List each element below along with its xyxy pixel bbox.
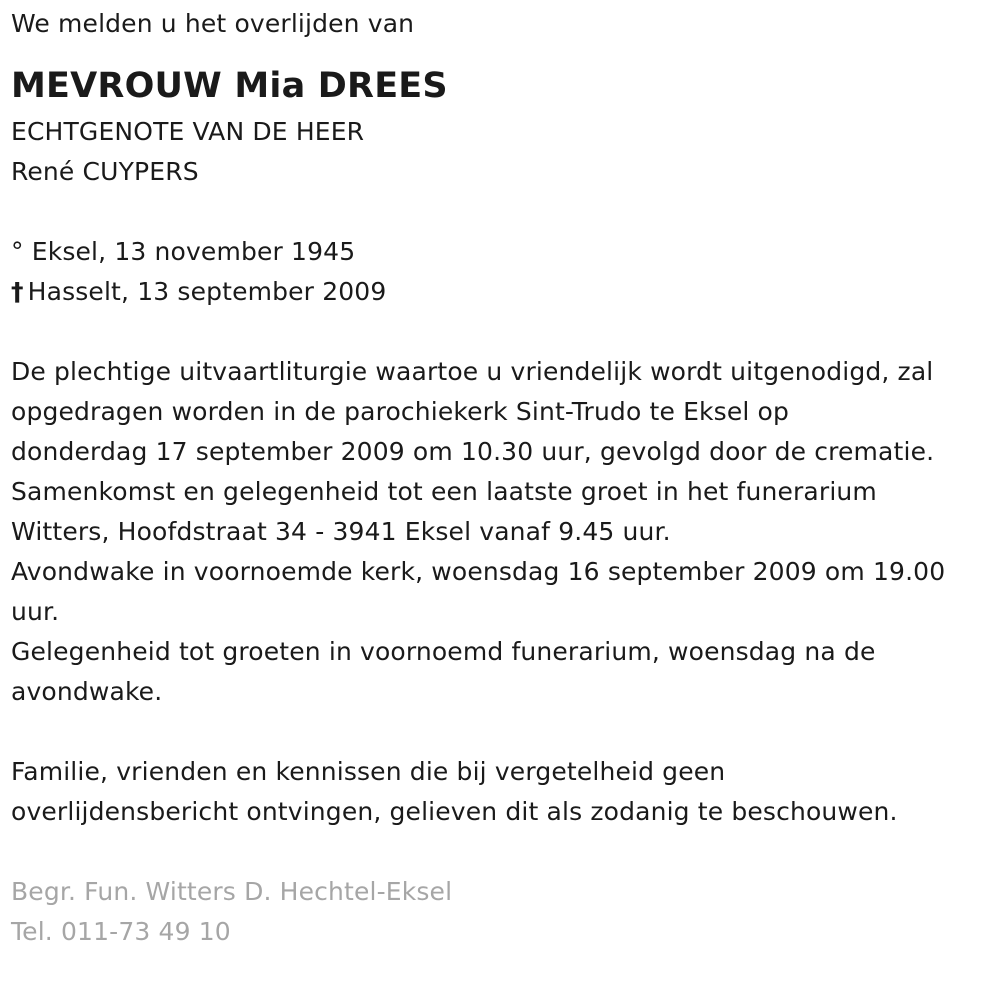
ceremony-line: Avondwake in voornoemde kerk, woensdag 16 september 2009 om 19.00 [11, 557, 946, 586]
ceremony-line: De plechtige uitvaartliturgie waartoe u vriendelijk wordt uitgenodigd, zal [11, 357, 934, 386]
ceremony-line: donderdag 17 september 2009 om 10.30 uur, gevolgd door de crematie. [11, 437, 935, 466]
undertaker-name: Begr. Fun. Witters D. Hechtel-Eksel [11, 877, 453, 906]
death-notice [11, 4, 996, 952]
deceased-title: MEVROUW [11, 66, 222, 106]
undertaker-info [11, 872, 996, 952]
ceremony-line: Witters, Hoofdstraat 34 - 3941 Eksel vanaf 9.45 uur. [11, 517, 671, 546]
birth-degree-icon: ° [11, 237, 24, 266]
undertaker-phone: Tel. 011-73 49 10 [11, 917, 231, 946]
death-text: Hasselt, 13 september 2009 [27, 277, 387, 306]
ceremony-line: uur. [11, 597, 60, 626]
birth-line [11, 232, 996, 272]
ceremony-paragraph [11, 352, 996, 712]
spacer [11, 312, 996, 352]
cross-icon: † [11, 277, 24, 306]
spacer [11, 712, 996, 752]
closing-line: overlijdensbericht ontvingen, gelieven dit als zodanig te beschouwen. [11, 797, 898, 826]
closing-paragraph [11, 752, 996, 832]
deceased-given-name: Mia [234, 66, 306, 106]
closing-line: Familie, vrienden en kennissen die bij vergetelheid geen [11, 757, 726, 786]
ceremony-line: Gelegenheid tot groeten in voornoemd funerarium, woensdag na de [11, 637, 876, 666]
spacer [11, 192, 996, 232]
death-line [11, 272, 996, 312]
spacer [11, 832, 996, 872]
ceremony-line: avondwake. [11, 677, 163, 706]
intro-text: We melden u het overlijden van [11, 9, 415, 38]
ceremony-line: Samenkomst en gelegenheid tot een laatste groet in het funerarium [11, 477, 877, 506]
relation-line-1: ECHTGENOTE VAN DE HEER [11, 117, 365, 146]
ceremony-line: opgedragen worden in de parochiekerk Sint-Trudo te Eksel op [11, 397, 790, 426]
deceased-name [11, 64, 996, 108]
deceased-surname: DREES [317, 66, 448, 106]
relation-line-2: René CUYPERS [11, 157, 199, 186]
birth-text: Eksel, 13 november 1945 [31, 237, 356, 266]
